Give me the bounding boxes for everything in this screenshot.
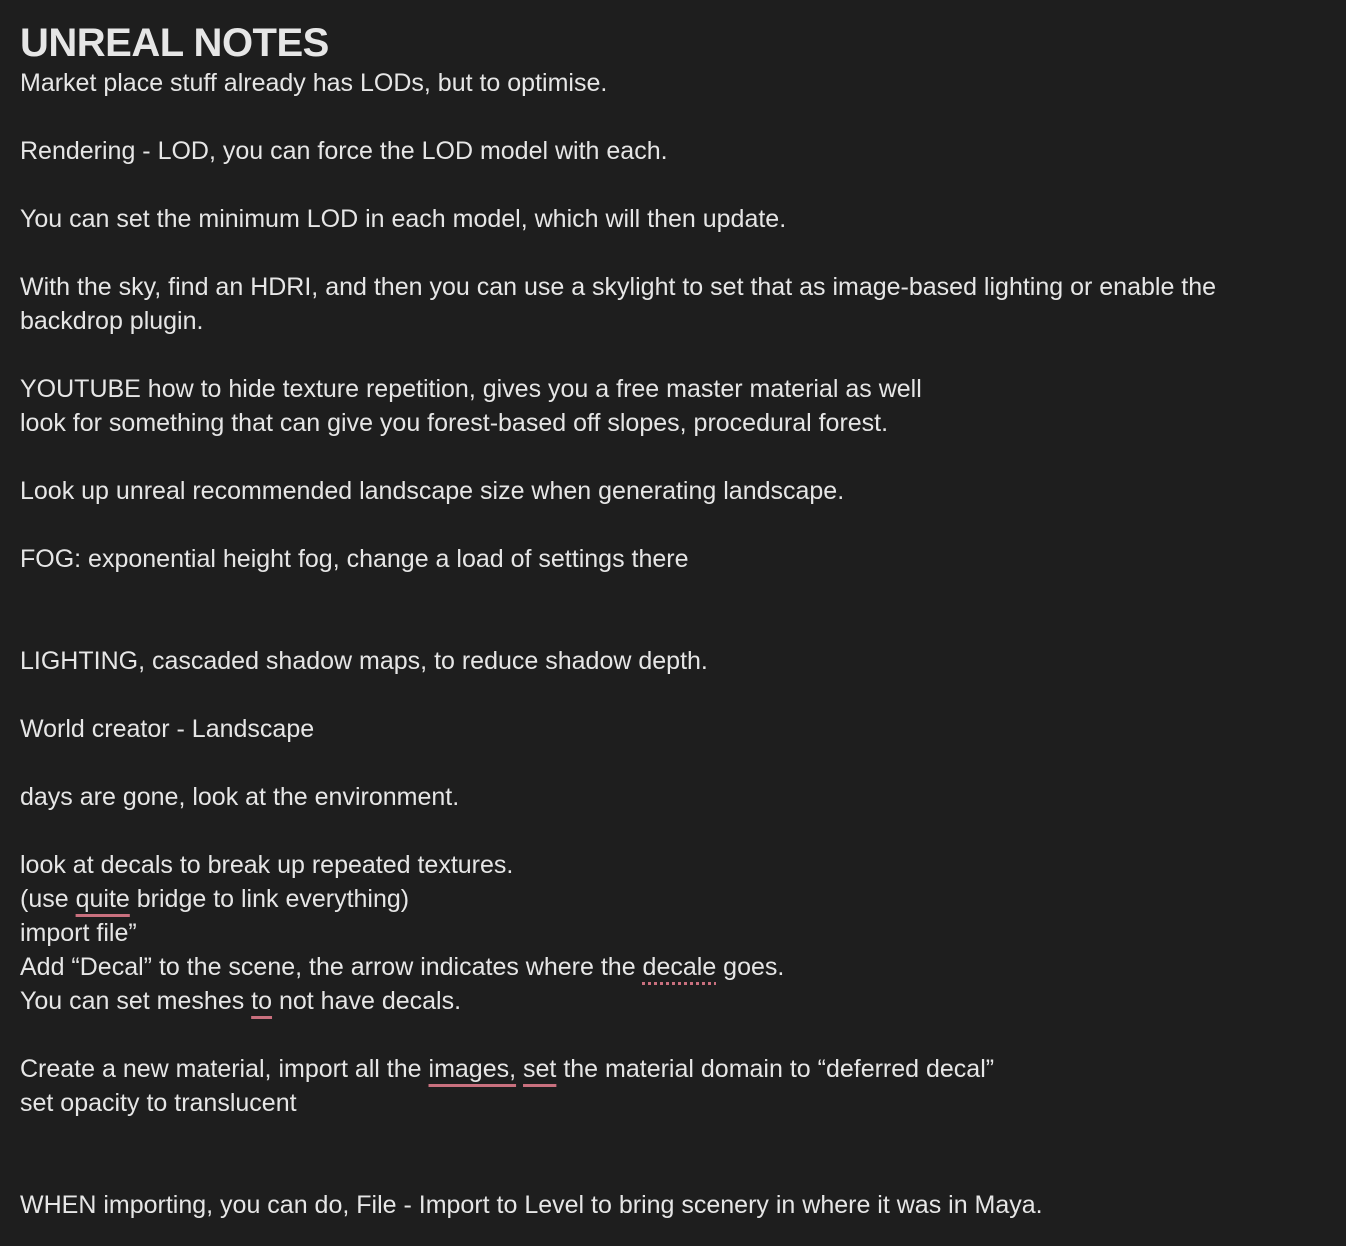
note-line <box>20 1052 1340 1086</box>
blank-line <box>20 814 1340 848</box>
text-segment: goes. <box>716 953 785 981</box>
note-line <box>20 984 1340 1018</box>
note-line: look at decals to break up repeated textures. <box>20 851 514 879</box>
blank-line <box>20 508 1340 542</box>
blank-line <box>20 168 1340 202</box>
blank-line <box>20 1154 1340 1188</box>
text-segment: not have decals. <box>272 987 462 1015</box>
text-segment: the material domain to “deferred decal” <box>556 1055 995 1083</box>
note-line: Look up unreal recommended landscape size when generating landscape. <box>20 477 845 505</box>
blank-line <box>20 1120 1340 1154</box>
blank-line <box>20 610 1340 644</box>
note-line: days are gone, look at the environment. <box>20 783 460 811</box>
note-line: YOUTUBE how to hide texture repetition, gives you a free master material as well <box>20 375 922 403</box>
note-line: FOG: exponential height fog, change a load of settings there <box>20 545 689 573</box>
grammar-flag-word[interactable]: to <box>251 987 273 1015</box>
text-segment <box>516 1055 523 1083</box>
note-line: look for something that can give you forest-based off slopes, procedural forest. <box>20 409 889 437</box>
blank-line <box>20 100 1340 134</box>
misspelled-word[interactable]: decale <box>642 953 717 981</box>
blank-line <box>20 576 1340 610</box>
note-title: UNREAL NOTES <box>20 21 329 65</box>
grammar-flag-word[interactable]: set <box>523 1055 557 1083</box>
note-line: You can set the minimum LOD in each model, which will then update. <box>20 205 787 233</box>
blank-line <box>20 1018 1340 1052</box>
blank-line <box>20 338 1340 372</box>
note-line: Market place stuff already has LODs, but to optimise. <box>20 69 608 97</box>
grammar-flag-word[interactable]: images, <box>428 1055 517 1083</box>
text-segment: You can set meshes <box>20 987 252 1015</box>
note-line: WHEN importing, you can do, File - Import to Level to bring scenery in where it was in Maya. <box>20 1191 1043 1219</box>
text-segment: Create a new material, import all the <box>20 1055 429 1083</box>
misspelled-word[interactable]: quite <box>75 885 130 913</box>
blank-line <box>20 746 1340 780</box>
note-line: import file” <box>20 919 137 947</box>
note-line <box>20 882 1340 916</box>
note-line: With the sky, find an HDRI, and then you can use a skylight to set that as image-based lighting or enable the <box>20 273 1217 301</box>
note-line: LIGHTING, cascaded shadow maps, to reduce shadow depth. <box>20 647 708 675</box>
note-line: backdrop plugin. <box>20 307 204 335</box>
note-line: set opacity to translucent <box>20 1089 297 1117</box>
note-line: Rendering - LOD, you can force the LOD model with each. <box>20 137 668 165</box>
note-line <box>20 950 1340 984</box>
blank-line <box>20 236 1340 270</box>
text-segment: (use <box>20 885 76 913</box>
text-segment: Add “Decal” to the scene, the arrow indicates where the <box>20 953 643 981</box>
note-body[interactable] <box>20 20 1340 1222</box>
blank-line <box>20 440 1340 474</box>
blank-line <box>20 678 1340 712</box>
text-segment: bridge to link everything) <box>129 885 410 913</box>
note-line: World creator - Landscape <box>20 715 315 743</box>
